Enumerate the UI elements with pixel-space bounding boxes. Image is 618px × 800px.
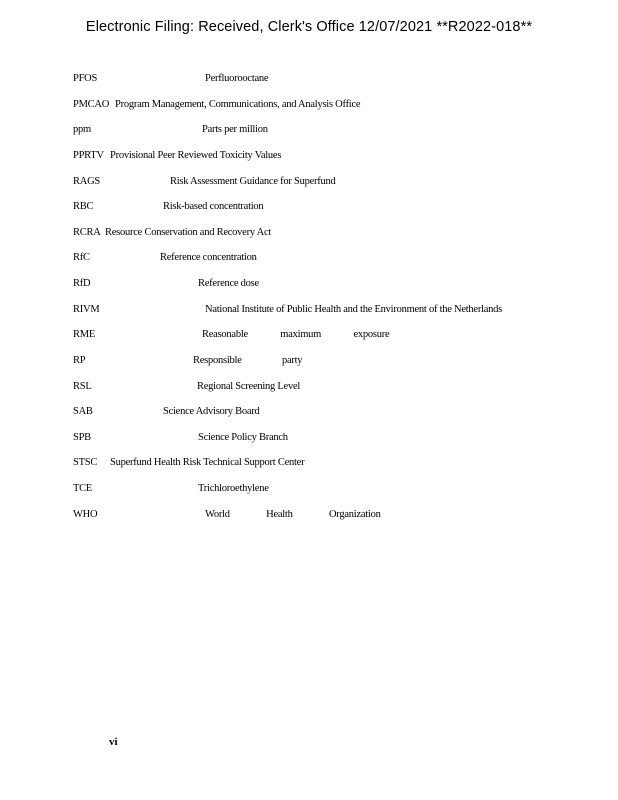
acronym-definition: Trichloroethylene [198,483,269,494]
acronym-definition: Parts per million [202,124,268,135]
acronym: PMCAO [73,99,110,110]
acronym-definition: World Health Organization [205,509,381,520]
acronym-definition: Perfluorooctane [205,73,269,84]
acronym: SPB [73,432,91,443]
acronym-definition: National Institute of Public Health and the Environment of the Netherlands [205,304,503,315]
acronym: STSC [73,457,98,468]
acronym: RBC [73,201,94,212]
acronym: RfD [73,278,91,289]
acronym: TCE [73,483,93,494]
acronym: PPRTV [73,150,104,161]
acronym: WHO [73,509,98,520]
acronym: RP [73,355,86,366]
acronym-definition: Science Policy Branch [198,432,288,443]
acronym: PFOS [73,73,98,84]
acronym-definition: Risk-based concentration [163,201,264,212]
acronym-definition: Reference dose [198,278,259,289]
acronym-definition: Provisional Peer Reviewed Toxicity Values [110,150,282,161]
acronym: RfC [73,252,90,263]
filing-header: Electronic Filing: Received, Clerk's Office 12/07/2021 **R2022-018** [85,19,533,35]
acronym-definition: Program Management, Communications, and Analysis Office [115,99,361,110]
acronym: RCRA [73,227,101,238]
acronym-definition: Reference concentration [160,252,257,263]
acronym: ppm [73,124,91,135]
acronym-definition: Regional Screening Level [197,381,301,392]
acronym-definition: Reasonable maximum exposure [202,329,390,340]
acronym-definition: Resource Conservation and Recovery Act [105,227,272,238]
acronym-definition: Responsible party [193,355,303,366]
acronym-definition: Superfund Health Risk Technical Support Center [110,457,305,468]
acronym: RSL [73,381,92,392]
page-number: vi [109,736,118,748]
acronym-definition: Risk Assessment Guidance for Superfund [170,176,336,187]
acronym: RIVM [73,304,100,315]
acronym: RME [73,329,96,340]
acronym-definition: Science Advisory Board [163,406,260,417]
acronym: SAB [73,406,93,417]
acronym: RAGS [73,176,101,187]
